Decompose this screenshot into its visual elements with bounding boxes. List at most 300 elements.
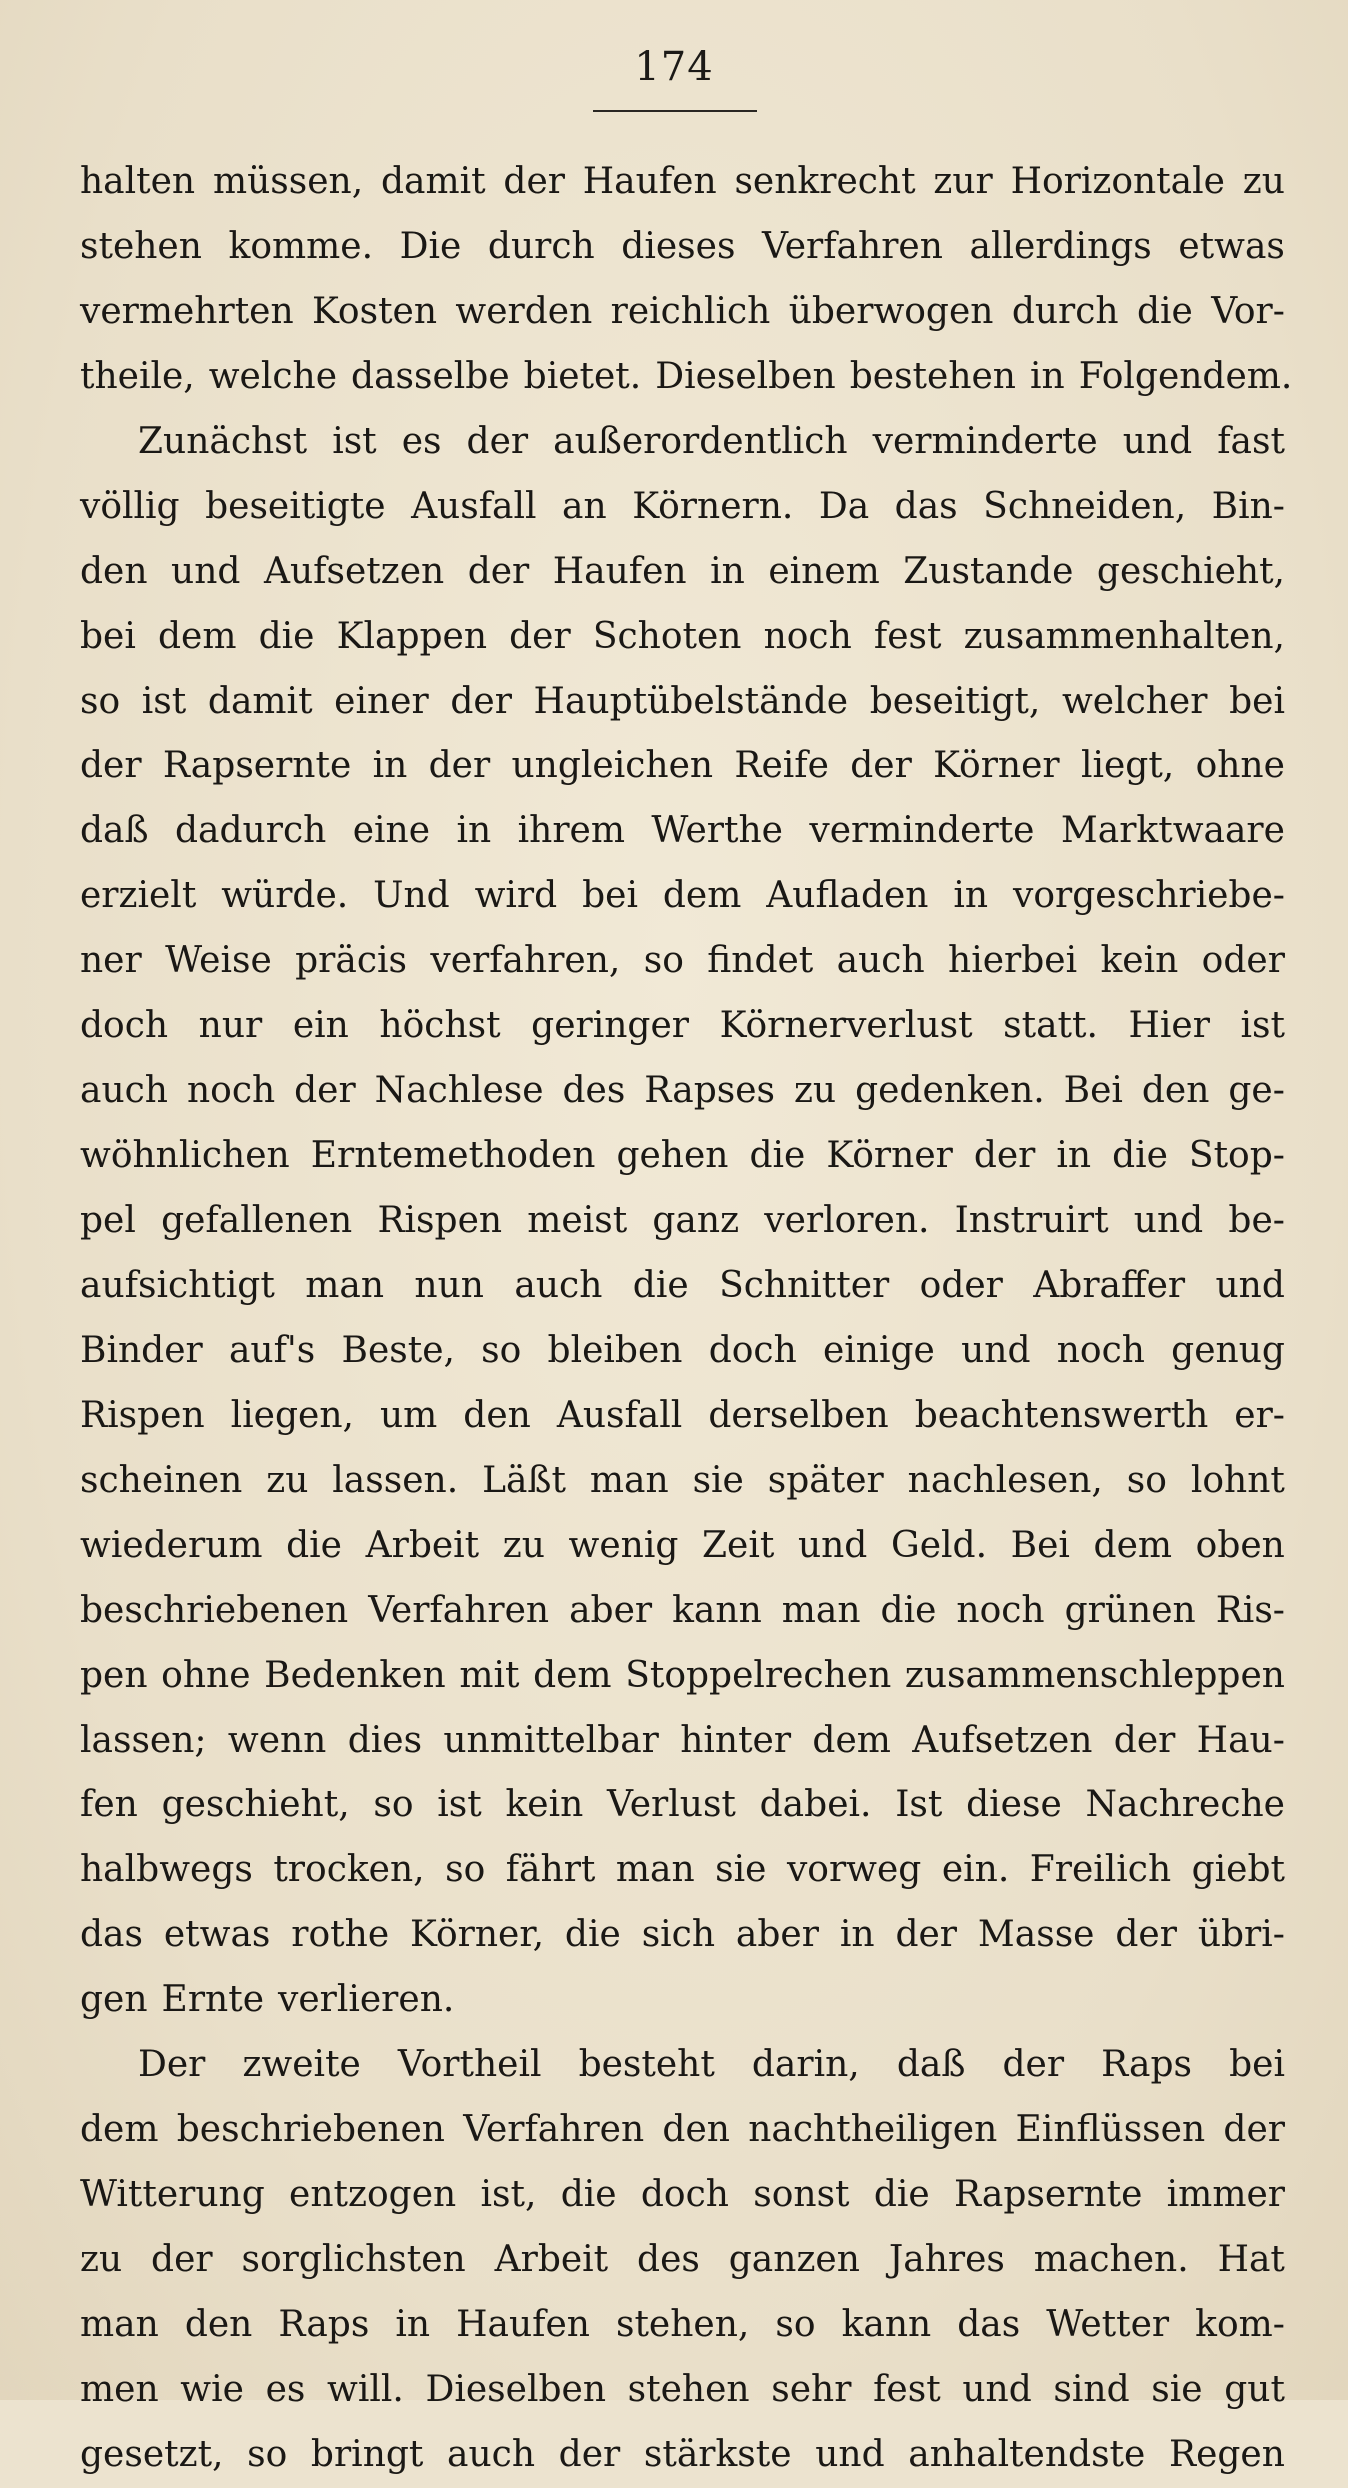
word: hierbei bbox=[948, 940, 1078, 982]
word: besteht bbox=[578, 2044, 715, 2086]
word: gefallenen bbox=[161, 1200, 353, 1241]
word: bei bbox=[80, 615, 136, 657]
word: Ausfall bbox=[556, 1394, 683, 1436]
word: Körnerverlust bbox=[719, 1005, 973, 1047]
word: Rapsernte bbox=[953, 2174, 1143, 2216]
word: machen. bbox=[1033, 2239, 1189, 2280]
word: Dieselben bbox=[425, 2368, 607, 2410]
word: Hauptübelstände bbox=[533, 680, 849, 722]
word: zu bbox=[80, 2239, 123, 2280]
word: Kosten bbox=[312, 290, 438, 332]
word: gen bbox=[80, 1979, 148, 2021]
text-line bbox=[80, 1579, 1285, 1644]
word: des bbox=[562, 1070, 626, 1112]
word: das bbox=[957, 2303, 1021, 2345]
word: dem bbox=[80, 2109, 159, 2151]
word: ein bbox=[292, 1005, 349, 1047]
text-line bbox=[80, 2358, 1285, 2423]
word: die bbox=[258, 615, 315, 657]
word: Freilich bbox=[1029, 1849, 1172, 1891]
word: sehr bbox=[771, 2368, 852, 2410]
text-line bbox=[80, 605, 1285, 670]
word: Körner bbox=[826, 1135, 953, 1177]
word: auch bbox=[80, 1070, 168, 1112]
word: auch bbox=[447, 2433, 536, 2475]
word: bringt bbox=[310, 2433, 424, 2475]
text-line bbox=[80, 475, 1285, 540]
word: Marktwaare bbox=[1060, 810, 1285, 852]
word: die bbox=[1136, 290, 1193, 332]
word: Schoten bbox=[592, 615, 742, 657]
word: Erntemethoden bbox=[310, 1135, 596, 1177]
text-line bbox=[80, 1709, 1285, 1774]
word: stehen bbox=[627, 2368, 750, 2410]
word: noch bbox=[1056, 1329, 1145, 1371]
word: anhaltendste bbox=[908, 2433, 1146, 2475]
word: verminderte bbox=[872, 420, 1098, 462]
word: Verlust bbox=[607, 1784, 736, 1826]
word: würde. bbox=[221, 875, 349, 917]
word: in bbox=[1030, 355, 1065, 397]
word: Haufen bbox=[456, 2303, 590, 2345]
word: stärkste bbox=[643, 2433, 792, 2475]
word: den bbox=[1141, 1070, 1210, 1112]
word: man bbox=[80, 2303, 159, 2345]
word: verminderte bbox=[809, 810, 1035, 852]
word: Bei bbox=[1010, 1524, 1070, 1566]
word: hinter bbox=[680, 1719, 792, 1761]
word: bei bbox=[1229, 680, 1285, 722]
word: dem bbox=[533, 1654, 612, 1696]
word: Nachreche bbox=[1085, 1784, 1285, 1826]
word: dem bbox=[812, 1719, 891, 1761]
word: der bbox=[558, 2433, 621, 2475]
text-line bbox=[80, 864, 1285, 929]
word: die bbox=[286, 1524, 342, 1566]
word: verloren. bbox=[764, 1200, 930, 1241]
word: zusammenschleppen bbox=[904, 1654, 1285, 1696]
word: Instruirt bbox=[954, 1200, 1109, 1241]
word: kann bbox=[841, 2303, 932, 2345]
word: bleiben bbox=[547, 1329, 683, 1371]
word: noch bbox=[956, 1589, 1045, 1631]
text-line bbox=[80, 2228, 1285, 2293]
word: Weise bbox=[165, 940, 272, 982]
word: man bbox=[781, 1589, 861, 1631]
word: und bbox=[1133, 1200, 1204, 1241]
word: man bbox=[615, 1849, 695, 1891]
text-line bbox=[80, 1254, 1285, 1319]
word: der bbox=[466, 420, 529, 462]
word: Schnitter bbox=[719, 1264, 890, 1306]
word: kom- bbox=[1195, 2303, 1285, 2345]
word: geschieht, bbox=[1096, 550, 1285, 592]
word: zu bbox=[1242, 161, 1285, 202]
word: dem bbox=[157, 615, 237, 657]
word: komme. bbox=[228, 225, 374, 267]
word: ist bbox=[1240, 1005, 1285, 1047]
word: noch bbox=[186, 1070, 276, 1112]
word: ungleichen bbox=[511, 745, 714, 787]
word: wenig bbox=[568, 1524, 679, 1566]
word: Ernte bbox=[161, 1979, 264, 2021]
word: derselben bbox=[708, 1394, 889, 1436]
word: die bbox=[560, 2174, 617, 2216]
word: und bbox=[815, 2433, 885, 2475]
word: halten bbox=[80, 161, 196, 202]
text-line bbox=[80, 2033, 1285, 2098]
word: oben bbox=[1195, 1524, 1285, 1566]
word: men bbox=[80, 2368, 159, 2410]
word: durch bbox=[487, 225, 595, 267]
word: geringer bbox=[531, 1005, 689, 1047]
word: der bbox=[973, 1135, 1036, 1177]
page-number: 174 bbox=[634, 44, 714, 90]
word: sich bbox=[641, 1914, 716, 1956]
word: kann bbox=[672, 1589, 762, 1631]
word: Rapsernte bbox=[162, 745, 352, 787]
word: be- bbox=[1228, 1200, 1285, 1241]
word: bei bbox=[582, 875, 638, 917]
word: bestehen bbox=[849, 355, 1016, 397]
word: zur bbox=[933, 161, 993, 202]
word: lassen; bbox=[80, 1719, 207, 1761]
body-text bbox=[80, 150, 1293, 2488]
word: in bbox=[953, 875, 989, 917]
word: giebt bbox=[1191, 1849, 1285, 1891]
word: Ausfall bbox=[411, 485, 537, 527]
word: Verfahren bbox=[463, 2109, 645, 2151]
word: sonst bbox=[753, 2174, 850, 2216]
word: Zeit bbox=[702, 1524, 775, 1566]
text-line bbox=[80, 345, 1293, 410]
word: beseitigt, bbox=[869, 680, 1041, 722]
word: der bbox=[294, 1070, 356, 1112]
word: den bbox=[463, 1394, 531, 1436]
word: man bbox=[589, 1459, 669, 1501]
word: statt. bbox=[1003, 1005, 1098, 1047]
word: beseitigte bbox=[205, 485, 386, 527]
word: scheinen bbox=[80, 1459, 243, 1501]
word: nachlesen, bbox=[907, 1459, 1103, 1501]
word: in bbox=[710, 550, 745, 592]
text-line bbox=[80, 2423, 1285, 2488]
word: es bbox=[265, 2368, 306, 2410]
word: der bbox=[450, 680, 512, 722]
word: der bbox=[1002, 2044, 1065, 2086]
word: die bbox=[1112, 1135, 1168, 1177]
word: doch bbox=[640, 2174, 729, 2216]
word: Werthe bbox=[651, 810, 783, 852]
word: dies bbox=[347, 1719, 423, 1761]
word: sie bbox=[715, 1849, 767, 1891]
text-line bbox=[80, 1384, 1285, 1449]
word: halbwegs bbox=[80, 1849, 253, 1891]
word: die bbox=[873, 2174, 930, 2216]
word: Zustande bbox=[903, 550, 1074, 592]
word: er- bbox=[1234, 1394, 1285, 1436]
word: der bbox=[1113, 1719, 1176, 1761]
word: und bbox=[1215, 1264, 1285, 1306]
word: ist, bbox=[480, 2174, 537, 2216]
word: man bbox=[305, 1264, 385, 1306]
word: Arbeit bbox=[365, 1524, 480, 1566]
word: welcher bbox=[1061, 680, 1208, 722]
word: genug bbox=[1171, 1329, 1285, 1371]
word: gut bbox=[1224, 2368, 1285, 2410]
word: das bbox=[80, 1914, 143, 1956]
word: damit bbox=[207, 680, 313, 722]
word: dabei. bbox=[759, 1784, 872, 1826]
word: doch bbox=[708, 1329, 797, 1371]
word: der bbox=[895, 1914, 957, 1956]
word: fest bbox=[873, 615, 942, 657]
header-rule bbox=[593, 110, 757, 112]
word: der bbox=[1223, 2109, 1285, 2151]
word: nun bbox=[414, 1264, 484, 1306]
word: der bbox=[467, 550, 530, 592]
text-line bbox=[80, 2098, 1285, 2163]
word: Bin- bbox=[1211, 485, 1285, 527]
word: Rispen bbox=[377, 1200, 503, 1241]
word: so bbox=[80, 680, 121, 722]
word: etwas bbox=[163, 1914, 271, 1956]
text-line bbox=[80, 215, 1285, 280]
word: das bbox=[894, 485, 958, 527]
word: völlig bbox=[80, 485, 180, 527]
word: fährt bbox=[505, 1849, 596, 1891]
word: Folgendem. bbox=[1078, 355, 1293, 397]
word: dem bbox=[1093, 1524, 1173, 1566]
word: beachtenswerth bbox=[914, 1394, 1209, 1436]
word: so bbox=[1126, 1459, 1167, 1501]
word: Rispen bbox=[80, 1394, 205, 1436]
word: lohnt bbox=[1190, 1459, 1285, 1501]
word: der bbox=[151, 2239, 213, 2280]
word: fest bbox=[873, 2368, 941, 2410]
word: ist bbox=[437, 1784, 482, 1826]
word: beschriebenen bbox=[176, 2109, 445, 2151]
word: Geld. bbox=[890, 1524, 988, 1566]
word: grünen bbox=[1064, 1589, 1196, 1631]
word: dem bbox=[662, 875, 742, 917]
word: an bbox=[562, 485, 607, 527]
word: auch bbox=[836, 940, 925, 982]
word: erzielt bbox=[80, 875, 197, 917]
word: bei bbox=[1229, 2044, 1285, 2086]
word: Körnern. bbox=[632, 485, 794, 527]
word: Raps bbox=[278, 2303, 370, 2345]
word: es bbox=[401, 420, 442, 462]
word: Regen bbox=[1168, 2433, 1285, 2475]
word: zu bbox=[502, 1524, 545, 1566]
word: und bbox=[1122, 420, 1193, 462]
word: der bbox=[850, 745, 912, 787]
text-line bbox=[80, 670, 1285, 735]
word: fast bbox=[1217, 420, 1285, 462]
word: Verfahren bbox=[762, 225, 943, 267]
word: die bbox=[749, 1135, 806, 1177]
text-line bbox=[80, 929, 1285, 994]
word: den bbox=[184, 2303, 253, 2345]
word: die bbox=[880, 1589, 937, 1631]
word: gehen bbox=[616, 1135, 729, 1177]
word: und bbox=[797, 1524, 868, 1566]
word: ein. bbox=[941, 1849, 1010, 1891]
word: trocken, bbox=[273, 1849, 425, 1891]
word: ohne bbox=[1195, 745, 1285, 787]
word: Rapses bbox=[644, 1070, 775, 1112]
word: gesetzt, bbox=[80, 2433, 224, 2475]
text-line bbox=[80, 1838, 1285, 1903]
word: sie bbox=[692, 1459, 744, 1501]
word: Vortheil bbox=[397, 2044, 542, 2086]
word: Masse bbox=[977, 1914, 1095, 1956]
word: diese bbox=[966, 1784, 1062, 1826]
word: oder bbox=[919, 1264, 1003, 1306]
word: Schneiden, bbox=[983, 485, 1187, 527]
word: Körner, bbox=[410, 1914, 545, 1956]
word: mit bbox=[459, 1654, 520, 1696]
word: verlieren. bbox=[278, 1979, 455, 2021]
word: zweite bbox=[242, 2044, 361, 2086]
word: Ist bbox=[895, 1784, 943, 1826]
word: ohne bbox=[161, 1654, 251, 1696]
word: bietet. bbox=[523, 355, 642, 397]
word: in bbox=[395, 2303, 431, 2345]
text-line bbox=[80, 150, 1285, 215]
word: Raps bbox=[1101, 2044, 1193, 2086]
word: übri- bbox=[1197, 1914, 1285, 1956]
text-line bbox=[80, 1189, 1285, 1254]
word: den bbox=[662, 2109, 730, 2151]
word: Reife bbox=[734, 745, 829, 787]
word: Hat bbox=[1217, 2239, 1285, 2280]
text-line bbox=[80, 540, 1285, 605]
word: sind bbox=[1053, 2368, 1130, 2410]
word: meist bbox=[527, 1200, 628, 1241]
word: will. bbox=[327, 2368, 404, 2410]
word: vorweg bbox=[786, 1849, 922, 1891]
word: Der bbox=[138, 2044, 206, 2086]
word: Läßt bbox=[482, 1459, 566, 1501]
word: Abraffer bbox=[1033, 1264, 1186, 1306]
text-line bbox=[80, 1319, 1285, 1384]
word: Wetter bbox=[1046, 2303, 1170, 2345]
word: außerordentlich bbox=[553, 420, 848, 462]
word: kein bbox=[1100, 940, 1179, 982]
word: daß bbox=[896, 2044, 966, 2086]
text-line bbox=[80, 1449, 1285, 1514]
word: reichlich bbox=[610, 290, 771, 332]
word: pel bbox=[80, 1200, 136, 1241]
word: ge- bbox=[1228, 1070, 1285, 1112]
word: Aufladen bbox=[766, 875, 929, 917]
text-line bbox=[80, 734, 1285, 799]
word: Stoppelrechen bbox=[625, 1654, 892, 1696]
word: so bbox=[373, 1784, 414, 1826]
word: Haufen bbox=[552, 550, 687, 592]
word: so bbox=[247, 2433, 288, 2475]
word: darin, bbox=[751, 2044, 860, 2086]
word: rothe bbox=[291, 1914, 390, 1956]
word: liegt, bbox=[1080, 745, 1175, 787]
word: dieses bbox=[621, 225, 736, 267]
text-line bbox=[80, 994, 1285, 1059]
word: höchst bbox=[379, 1005, 501, 1047]
word: später bbox=[767, 1459, 884, 1501]
word: noch bbox=[763, 615, 852, 657]
word: gedenken. bbox=[855, 1070, 1045, 1112]
word: ganz bbox=[652, 1200, 740, 1241]
word: zu bbox=[266, 1459, 309, 1501]
word: müssen, bbox=[212, 161, 364, 202]
word: entzogen bbox=[289, 2174, 457, 2216]
word: dadurch bbox=[175, 810, 327, 852]
word: stehen, bbox=[615, 2303, 750, 2345]
word: der bbox=[80, 745, 142, 787]
word: Hier bbox=[1128, 1005, 1210, 1047]
word: den bbox=[80, 550, 148, 592]
word: aber bbox=[735, 1914, 819, 1956]
word: vorgeschriebe- bbox=[1013, 875, 1285, 917]
word: Körner bbox=[933, 745, 1060, 787]
word: in bbox=[839, 1914, 875, 1956]
word: wiederum bbox=[80, 1524, 263, 1566]
word: in bbox=[456, 810, 492, 852]
word: fen bbox=[80, 1784, 138, 1826]
word: Klappen bbox=[336, 615, 488, 657]
word: einem bbox=[768, 550, 880, 592]
word: einer bbox=[334, 680, 429, 722]
text-line bbox=[80, 799, 1285, 864]
word: unmittelbar bbox=[443, 1719, 659, 1761]
text-line bbox=[80, 1124, 1285, 1189]
word: Bedenken bbox=[264, 1654, 446, 1696]
word: nachtheiligen bbox=[748, 2109, 998, 2151]
word: aufsichtigt bbox=[80, 1264, 275, 1306]
word: Nachlese bbox=[374, 1070, 544, 1112]
word: Horizontale bbox=[1010, 161, 1225, 202]
word: wie bbox=[180, 2368, 244, 2410]
word: welche bbox=[208, 355, 338, 397]
word: Jahres bbox=[888, 2239, 1005, 2280]
word: kein bbox=[505, 1784, 584, 1826]
word: wird bbox=[474, 875, 558, 917]
word: des bbox=[637, 2239, 700, 2280]
word: liegen, bbox=[230, 1394, 354, 1436]
word: in bbox=[1056, 1135, 1092, 1177]
text-line bbox=[80, 1773, 1285, 1838]
word: der bbox=[509, 615, 571, 657]
word: ist bbox=[332, 420, 377, 462]
word: werden bbox=[455, 290, 593, 332]
word: präcis bbox=[295, 940, 407, 982]
word: überwogen bbox=[788, 290, 994, 332]
word: der bbox=[428, 745, 491, 787]
word: um bbox=[379, 1394, 438, 1436]
text-line bbox=[80, 410, 1285, 475]
word: findet bbox=[707, 940, 814, 982]
word: vermehrten bbox=[80, 290, 294, 332]
word: lassen. bbox=[332, 1459, 459, 1501]
word: so bbox=[775, 2303, 816, 2345]
word: Aufsetzen bbox=[263, 550, 445, 592]
word: durch bbox=[1011, 290, 1119, 332]
word: dasselbe bbox=[351, 355, 510, 397]
word: Arbeit bbox=[494, 2239, 609, 2280]
word: Zunächst bbox=[138, 420, 308, 462]
